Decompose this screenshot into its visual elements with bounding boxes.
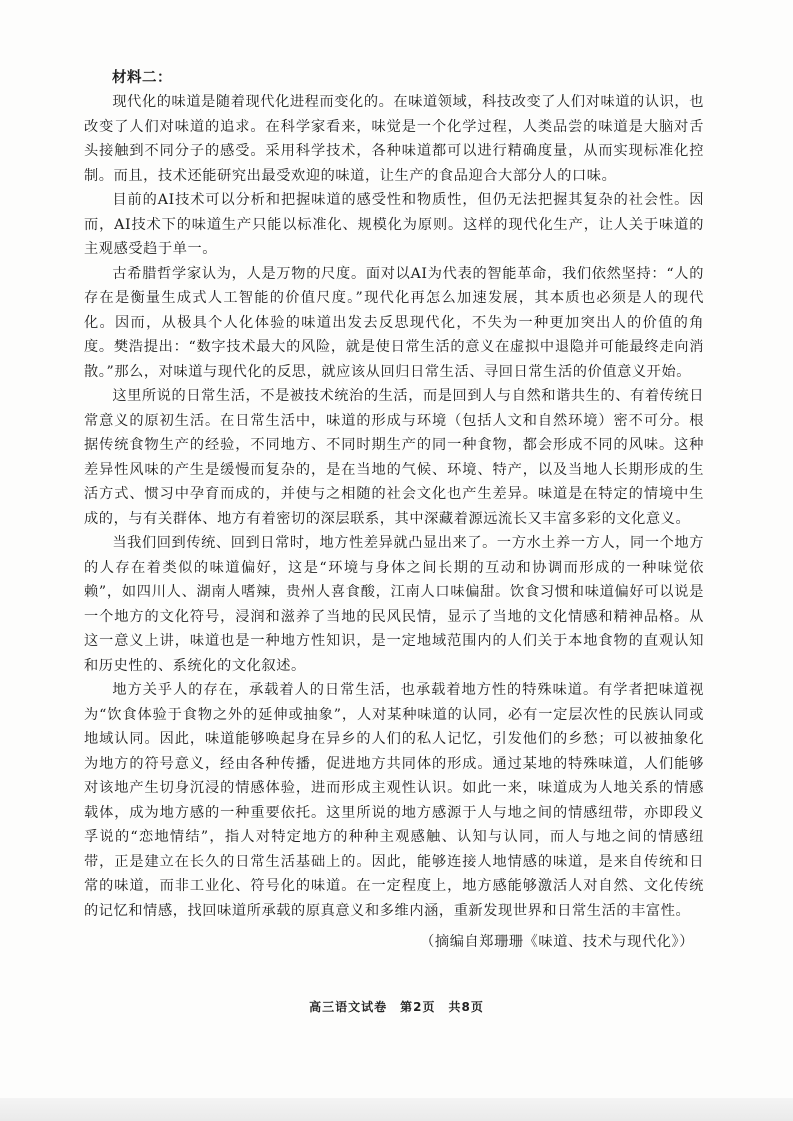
source-citation: （摘编自郑珊珊《味道、技术与现代化》） [420, 934, 694, 950]
paragraph-1: 现代化的味道是随着现代化进程而变化的。在味道领域，科技改变了人们对味道的认识，也改变了人们对味道的追求。在科学家看来，味觉是一个化学过程，人类品尝的味道是大脑对舌头接触到不同分子的感受。采用科学技术，各种味道都可以进行精确度量，从而实现标准化控制。而且，技术还能研究出最受欢迎的味道，让生产的食品迎合大部分人的口味。 [84, 94, 704, 184]
paragraph-6: 地方关乎人的存在，承载着人的日常生活，也承载着地方性的特殊味道。有学者把味道视为“饮食体验于食物之外的延伸或抽象”，人对某种味道的认同，必有一定层次性的民族认同或地域认同。因此，味道能够唤起身在异乡的人们的私人记忆，引发他们的乡愁；可以被抽象化为地方的符号意义，经由各种传播，促进地方共同体的形成。通过某地的特殊味道，人们能够对该地产生切身沉浸的情感体验，进而形成主观性认识。如此一来，味道成为人地关系的情感载体，成为地方感的一种重要依托。这里所说的地方感源于人与地之间的情感纽带，亦即段义孚说的“恋地情结”，指人对特定地方的种种主观感触、认知与认同，而人与地之间的情感纽带，正是建立在长久的日常生活基础上的。因此，能够连接人地情感的味道，是来自传统和日常的味道，而非工业化、符号化的味道。在一定程度上，地方感能够激活人对自然、文化传统的记忆和情感，找回味道所承载的原真意义和多维内涵，重新发现世界和日常生活的丰富性。 [84, 682, 704, 919]
page-footer: 高三语文试卷 第2页 共8页 [309, 1000, 484, 1014]
paragraph-5: 当我们回到传统、回到日常时，地方性差异就凸显出来了。一方水土养一方人，同一个地方的人存在着类似的味道偏好，这是“环境与身体之间长期的互动和协调而形成的一种味觉依赖”，如四川人、湖南人嗜辣，贵州人喜食酸，江南人口味偏甜。饮食习惯和味道偏好可以说是一个地方的文化符号，浸润和滋养了当地的民风民情，显示了当地的文化情感和精神品格。从这一意义上讲，味道也是一种地方性知识，是一定地域范围内的人们关于本地食物的直观认知和历史性的、系统化的文化叙述。 [84, 535, 704, 674]
section-title: 材料二： [112, 70, 172, 86]
scan-bottom-edge [0, 1098, 793, 1121]
paragraph-3: 古希腊哲学家认为，人是万物的尺度。面对以AI为代表的智能革命，我们依然坚持：“人的存在是衡量生成式人工智能的价值尺度。”现代化再怎么加速发展，其本质也必须是人的现代化。因而，从极具个人化体验的味道出发去反思现代化，不失为一种更加突出人的价值的角度。樊浩提出：“数字技术最大的风险，就是使日常生活的意义在虚拟中退隐并可能最终走向消散。”那么，对味道与现代化的反思，就应该从回归日常生活、寻回日常生活的价值意义开始。 [84, 265, 704, 380]
article-body [84, 66, 704, 955]
paragraph-2: 目前的AI技术可以分析和把握味道的感受性和物质性，但仍无法把握其复杂的社会性。因而，AI技术下的味道生产只能以标准化、规模化为原则。这样的现代化生产，让人关于味道的主观感受趋于单一。 [84, 192, 704, 257]
paragraph-4: 这里所说的日常生活，不是被技术统治的生活，而是回到人与自然和谐共生的、有着传统日常意义的原初生活。在日常生活中，味道的形成与环境（包括人文和自然环境）密不可分。根据传统食物生产的经验，不同地方、不同时期生产的同一种食物，都会形成不同的风味。这种差异性风味的产生是缓慢而复杂的，是在当地的气候、环境、特产，以及当地人长期形成的生活方式、惯习中孕育而成的，并使与之相随的社会文化也产生差异。味道是在特定的情境中生成的，与有关群体、地方有着密切的深层联系，其中深藏着源远流长又丰富多彩的文化意义。 [84, 388, 704, 527]
